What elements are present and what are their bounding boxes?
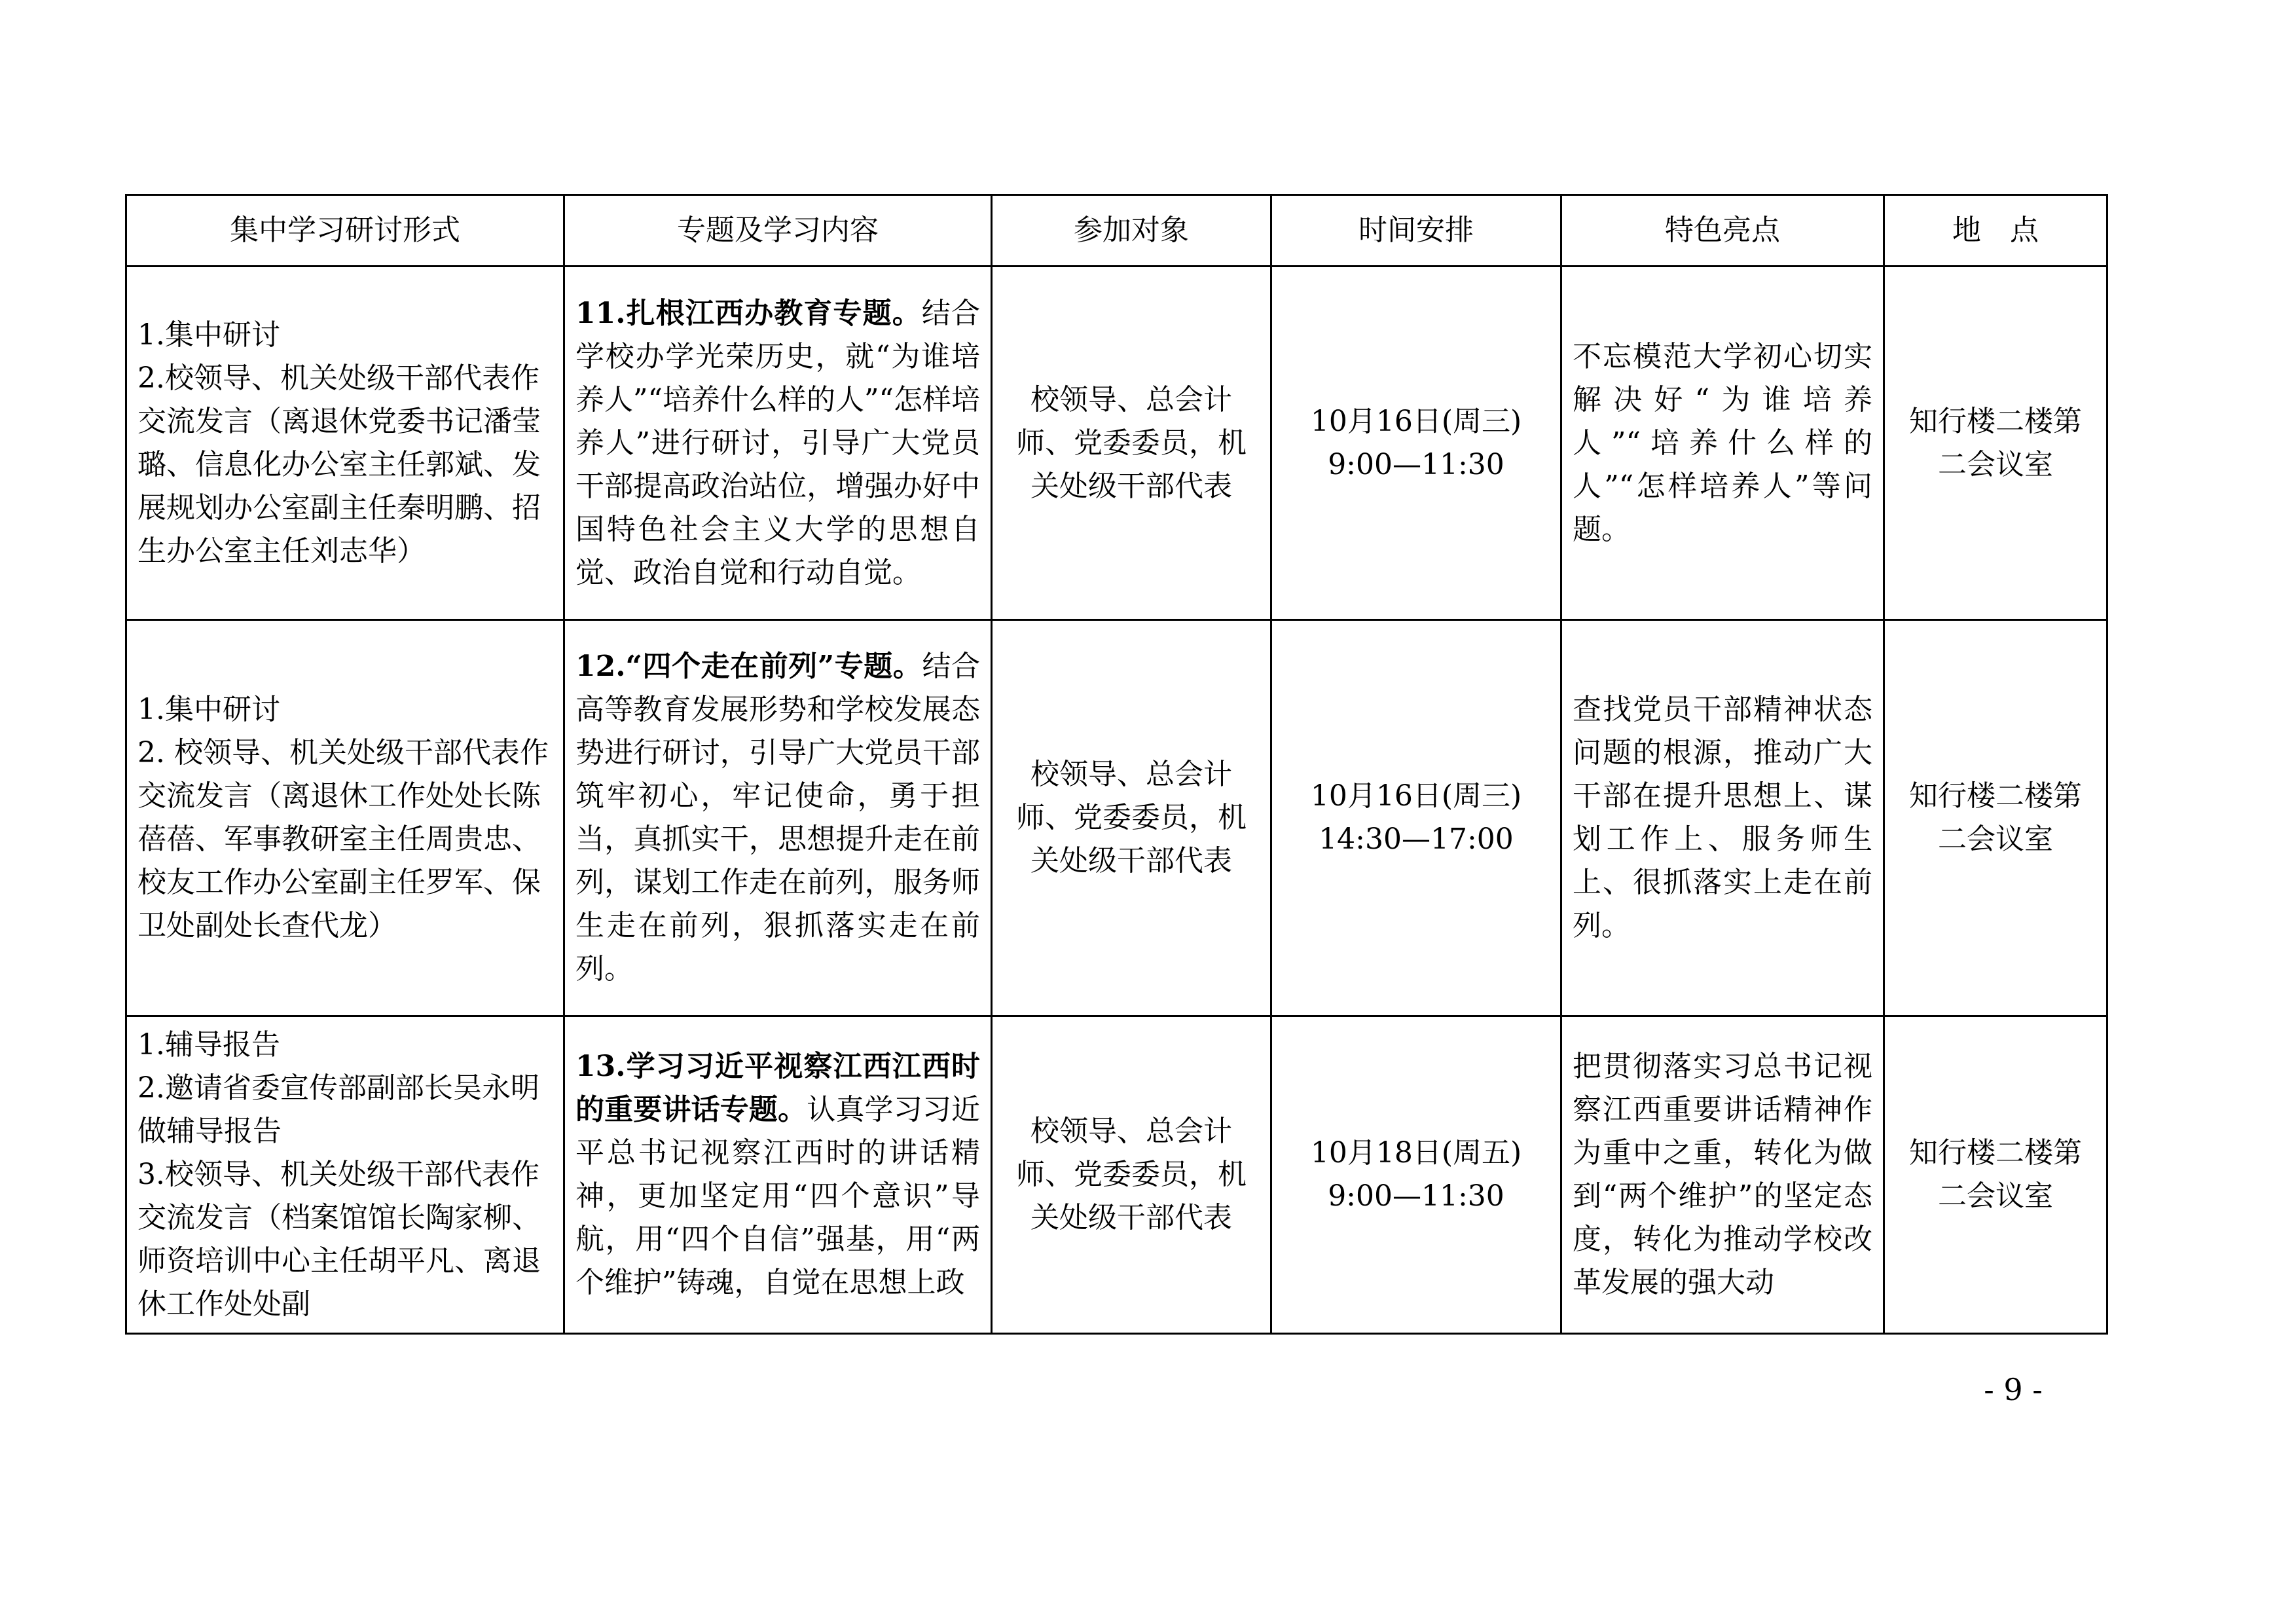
topic-title: 12.“四个走在前列”专题。 <box>575 650 922 683</box>
header-feature: 特色亮点 <box>1561 195 1884 267</box>
form-line: 1.集中研讨 <box>137 318 280 352</box>
feature-cell: 不忘模范大学初心切实解决好“为谁培养人”“培养什么样的人”“怎样培养人”等问题。 <box>1561 267 1884 620</box>
location-cell: 知行楼二楼第二会议室 <box>1884 620 2107 1016</box>
form-line: 2.校领导、机关处级干部代表作交流发言（离退休党委书记潘莹璐、信息化办公室主任郭斌、发展规划办公室副主任秦明鹏、招生办公室主任刘志华） <box>137 361 541 568</box>
time-date: 10月16日(周三) <box>1310 779 1522 813</box>
location-cell: 知行楼二楼第二会议室 <box>1884 1016 2107 1334</box>
topic-body: 结合高等教育发展形势和学校发展态势进行研讨，引导广大党员干部筑牢初心，牢记使命，勇于担当，真抓实干，思想提升走在前列，谋划工作走在前列，服务师生走在前列，狠抓落实走在前列。 <box>575 650 981 986</box>
topic-title: 13.学习习近平视察江西江西时的重要讲话专题。 <box>575 1050 980 1126</box>
header-topic: 专题及学习内容 <box>564 195 992 267</box>
form-cell <box>126 1016 564 1334</box>
form-line: 2.邀请省委宣传部副部长吴永明做辅导报告 <box>137 1071 539 1148</box>
form-cell <box>126 267 564 620</box>
topic-cell <box>564 267 992 620</box>
topic-title: 11.扎根江西办教育专题。 <box>575 296 922 330</box>
table-row <box>126 1016 2107 1334</box>
schedule-table <box>125 194 2108 1335</box>
time-hours: 9:00—11:30 <box>1328 447 1504 481</box>
topic-body: 认真学习习近平总书记视察江西时的讲话精神，更加坚定用“四个意识”导航，用“四个自信”强基，用“两个维护”铸魂，自觉在思想上政 <box>575 1093 981 1299</box>
page-number: - 9 - <box>1984 1372 2043 1407</box>
form-line: 1.辅导报告 <box>137 1028 280 1061</box>
form-line: 3.校领导、机关处级干部代表作交流发言（档案馆馆长陶家柳、师资培训中心主任胡平凡、离退休工作处处副 <box>137 1158 541 1321</box>
participants-cell: 校领导、总会计师、党委委员，机关处级干部代表 <box>992 267 1271 620</box>
topic-body: 结合学校办学光荣历史，就“为谁培养人”“培养什么样的人”“怎样培养人”进行研讨，引导广大党员干部提高政治站位，增强办好中国特色社会主义大学的思想自觉、政治自觉和行动自觉。 <box>575 296 980 589</box>
time-hours: 9:00—11:30 <box>1328 1179 1504 1213</box>
table-header <box>126 195 2107 267</box>
topic-cell <box>564 1016 992 1334</box>
form-line: 2. 校领导、机关处级干部代表作交流发言（离退休工作处处长陈蓓蓓、军事教研室主任周贵忠、校友工作办公室副主任罗军、保卫处副处长查代龙） <box>137 736 549 942</box>
table-row <box>126 620 2107 1016</box>
participants-cell: 校领导、总会计师、党委委员，机关处级干部代表 <box>992 1016 1271 1334</box>
feature-cell: 查找党员干部精神状态问题的根源，推动广大干部在提升思想上、谋划工作上、服务师生上、很抓落实上走在前列。 <box>1561 620 1884 1016</box>
participants-cell: 校领导、总会计师、党委委员，机关处级干部代表 <box>992 620 1271 1016</box>
time-hours: 14:30—17:00 <box>1319 822 1514 856</box>
feature-cell: 把贯彻落实习总书记视察江西重要讲话精神作为重中之重，转化为做到“两个维护”的坚定态度，转化为推动学校改革发展的强大动 <box>1561 1016 1884 1334</box>
topic-cell <box>564 620 992 1016</box>
time-date: 10月18日(周五) <box>1310 1136 1522 1170</box>
header-location: 地 点 <box>1884 195 2107 267</box>
header-form: 集中学习研讨形式 <box>126 195 564 267</box>
header-participants: 参加对象 <box>992 195 1271 267</box>
form-line: 1.集中研讨 <box>137 693 280 726</box>
time-cell <box>1271 1016 1561 1334</box>
time-date: 10月16日(周三) <box>1310 404 1522 438</box>
time-cell <box>1271 267 1561 620</box>
header-time: 时间安排 <box>1271 195 1561 267</box>
form-cell <box>126 620 564 1016</box>
time-cell <box>1271 620 1561 1016</box>
table-row <box>126 267 2107 620</box>
location-cell: 知行楼二楼第二会议室 <box>1884 267 2107 620</box>
